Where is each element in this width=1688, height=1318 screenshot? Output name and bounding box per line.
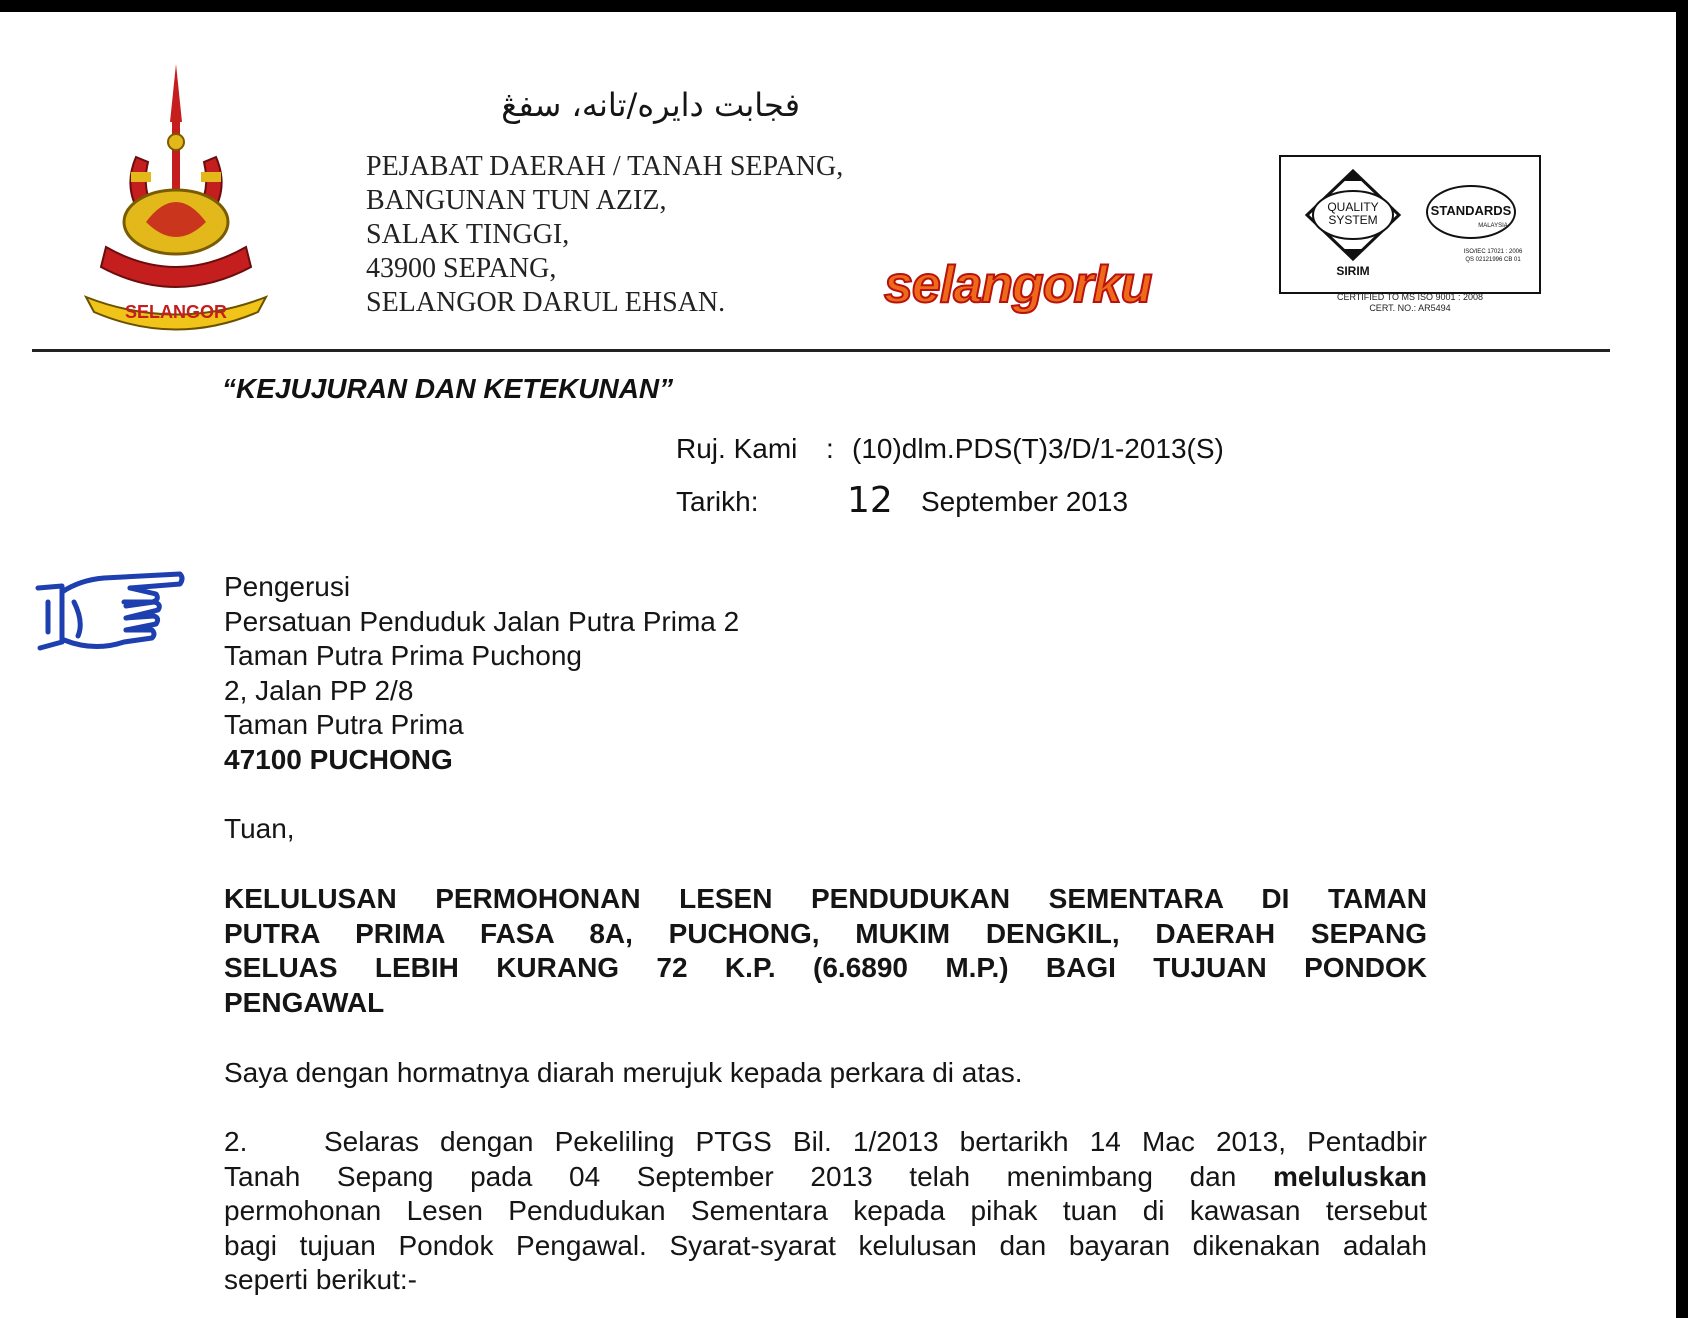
jawi-office-name: فجابت دايره/تانه، سفڠ — [501, 86, 800, 124]
recipient-line: Taman Putra Prima — [224, 709, 464, 740]
subject-line: KELULUSAN PERMOHONAN LESEN PENDUDUKAN SEMENTARA DI TAMAN — [224, 883, 1427, 914]
reference-colon: : — [826, 433, 834, 464]
paragraph-1: Saya dengan hormatnya diarah merujuk kepada perkara di atas. — [224, 1057, 1023, 1088]
date-label: Tarikh: — [676, 486, 759, 517]
standards-sub-text: MALAYSIA — [1478, 223, 1508, 229]
paragraph-2-text: Selaras dengan Pekeliling PTGS Bil. 1/2013 bertarikh 14 Mac 2013, Pentadbir — [324, 1126, 1427, 1157]
paragraph-2-line-2 — [224, 1160, 1427, 1195]
recipient-postcode: 47100 PUCHONG — [224, 743, 453, 775]
address-line: PEJABAT DAERAH / TANAH SEPANG, — [366, 151, 844, 182]
certification-box — [1279, 155, 1541, 294]
paragraph-2-text: Tanah Sepang pada 04 September 2013 telah menimbang dan — [224, 1160, 1273, 1192]
recipient-address — [224, 570, 739, 777]
paragraph-number: 2. — [224, 1126, 248, 1157]
standards-text: STANDARDS — [1430, 203, 1512, 218]
salutation: Tuan, — [224, 813, 295, 844]
recipient-line: 2, Jalan PP 2/8 — [224, 674, 414, 706]
address-line: 43900 SEPANG, — [366, 253, 557, 284]
right-border — [1676, 0, 1688, 1318]
subject-line: PENGAWAL — [224, 986, 385, 1018]
address-line: SELANGOR DARUL EHSAN. — [366, 287, 726, 318]
header-divider — [32, 349, 1610, 352]
pointing-hand-stamp-icon — [34, 562, 186, 654]
reference-number: (10)dlm.PDS(T)3/D/1-2013(S) — [852, 433, 1224, 464]
iso-small-2: QS 02121996 CB 01 — [1465, 257, 1521, 263]
address-line: BANGUNAN TUN AZIZ, — [366, 185, 667, 216]
top-border — [0, 0, 1688, 12]
recipient-line: Taman Putra Prima Puchong — [224, 640, 582, 671]
subject-line: SELUAS LEBIH KURANG 72 K.P. (6.6890 M.P.) BAGI TUJUAN PONDOK — [224, 952, 1427, 983]
paragraph-2-line-3: permohonan Lesen Pendudukan Sementara kepada pihak tuan di kawasan tersebut — [224, 1195, 1427, 1226]
paragraph-2 — [224, 1125, 1427, 1298]
approved-emphasis: meluluskan — [1272, 1160, 1427, 1192]
date-day-handwritten: 12 — [847, 480, 893, 521]
crest-label: SELANGOR — [124, 302, 228, 322]
letter-subject — [224, 882, 1427, 1020]
recipient-line: Persatuan Penduduk Jalan Putra Prima 2 — [224, 605, 740, 637]
certification-text — [1300, 292, 1520, 314]
selangorku-logo: selangorku — [884, 256, 1152, 314]
recipient-line: Pengerusi — [224, 571, 351, 602]
subject-line: PUTRA PRIMA FASA 8A, PUCHONG, MUKIM DENGKIL, DAERAH SEPANG — [224, 917, 1427, 949]
iso-small-1: ISO/IEC 17021 : 2006 — [1463, 249, 1523, 255]
paragraph-2-line-5: seperti berikut:- — [224, 1264, 417, 1295]
motto: “KEJUJURAN DAN KETEKUNAN” — [222, 373, 674, 404]
reference-label: Ruj. Kami — [676, 433, 798, 464]
selangor-crest-logo — [76, 62, 276, 332]
date-month-year: September 2013 — [921, 486, 1129, 517]
cert-number-line: CERT. NO.: AR5494 — [1369, 303, 1451, 313]
quality-text: QUALITY — [1327, 200, 1379, 214]
paragraph-2-line-4: bagi tujuan Pondok Pengawal. Syarat-syarat kelulusan dan bayaran dikenakan adalah — [224, 1229, 1427, 1261]
paragraph-2-line-1 — [224, 1125, 1427, 1160]
address-line: SALAK TINGGI, — [366, 219, 570, 250]
office-address — [366, 150, 843, 320]
system-text: SYSTEM — [1328, 213, 1378, 227]
certified-line: CERTIFIED TO MS ISO 9001 : 2008 — [1336, 292, 1484, 302]
sirim-text: SIRIM — [1336, 264, 1370, 278]
certification-logos — [1281, 157, 1539, 292]
